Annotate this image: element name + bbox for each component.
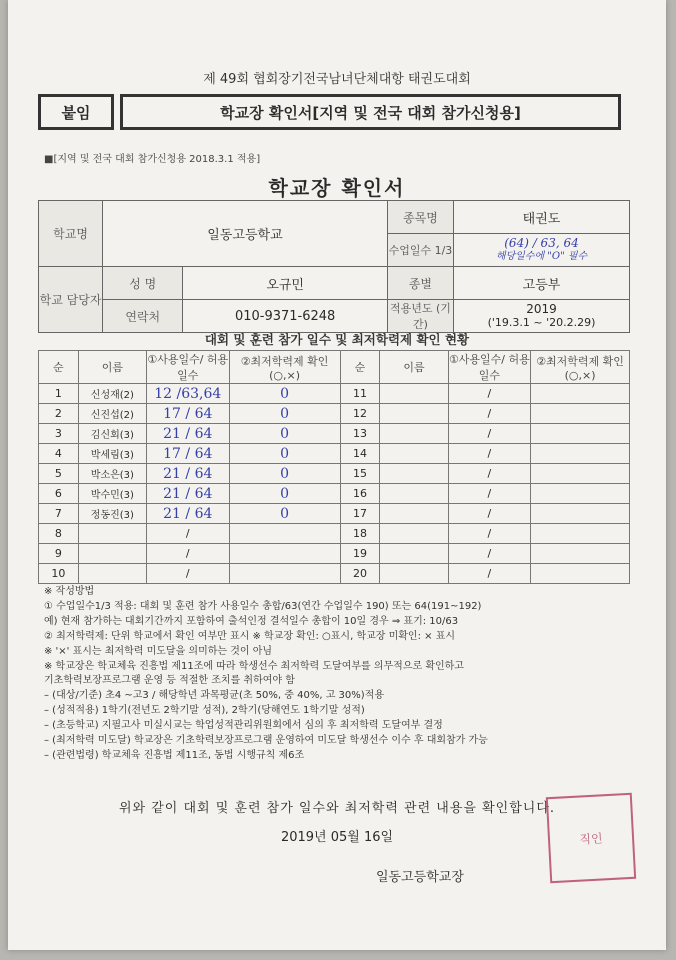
row-number: 3 [39, 424, 79, 444]
student-name [380, 424, 448, 444]
attachment-tag: 붙임 [38, 94, 114, 130]
days-used: 21 / 64 [147, 484, 230, 504]
note-line: – (최저학력 미도달) 학교장은 기초학력보장프로그램 운영하여 미도달 학생선수 이수 후 대회참가 가능 [44, 735, 488, 747]
note-line: – (초등학교) 지필고사 미실시교는 학업성적관리위원회에서 심의 후 최저학력 도달여부 결정 [44, 720, 443, 732]
days-used: / [448, 524, 531, 544]
header-days: ①사용일수/ 허용일수 [448, 351, 531, 384]
academic-check: 0 [229, 424, 340, 444]
note-line: – (성적적용) 1학기(전년도 2학기말 성적), 2학기(당해연도 1학기말 성적) [44, 705, 365, 717]
days-used: 21 / 64 [147, 424, 230, 444]
table-header-row [39, 351, 630, 384]
official-seal: 직인 [546, 793, 636, 883]
academic-check [531, 484, 630, 504]
days-used: / [448, 464, 531, 484]
table-row [39, 424, 630, 444]
table-row [39, 404, 630, 424]
header-no: 순 [340, 351, 380, 384]
document-title: 학교장 확인서 [268, 176, 406, 200]
row-number: 7 [39, 504, 79, 524]
phone-value: 010-9371-6248 [183, 300, 387, 333]
row-number: 6 [39, 484, 79, 504]
phone-label: 연락처 [103, 300, 183, 333]
academic-check [531, 384, 630, 404]
name-label: 성 명 [103, 267, 183, 300]
academic-check [531, 544, 630, 564]
note-line: – (대상/기준) 초4 ~고3 / 해당학년 과목평균(초 50%, 중 40%, 고 30%)적용 [44, 690, 384, 702]
table-row [39, 524, 630, 544]
school-label: 학교명 [39, 201, 103, 267]
note-line: ※ 학교장은 학교체육 진흥법 제11조에 따라 학생선수 최저학력 도달여부를 의무적으로 확인하고 [44, 660, 464, 672]
student-name [380, 524, 448, 544]
header-days: ①사용일수/ 허용일수 [147, 351, 230, 384]
row-number: 15 [340, 464, 380, 484]
sport-label: 종목명 [387, 201, 453, 234]
academic-check: 0 [229, 404, 340, 424]
note-line: – (관련법령) 학교체육 진흥법 제11조, 동법 시행규칙 제6조 [44, 749, 305, 761]
form-title: 학교장 확인서[지역 및 전국 대회 참가신청용] [120, 94, 621, 130]
year-cell [454, 300, 630, 333]
student-name: 김신회(3) [78, 424, 146, 444]
academic-check [531, 524, 630, 544]
note-line: 예) 현재 참가하는 대회기간까지 포함하여 출석인정 결석일수 총합이 10일 경우 ⇒ 표기: 10/63 [44, 615, 459, 627]
academic-check [229, 524, 340, 544]
days-used: 17 / 64 [147, 444, 230, 464]
row-number: 20 [340, 564, 380, 584]
row-number: 12 [340, 404, 380, 424]
academic-check [531, 444, 630, 464]
row-number: 14 [340, 444, 380, 464]
academic-check [229, 544, 340, 564]
days-used: / [448, 404, 531, 424]
category-value: 고등부 [454, 267, 630, 300]
student-name: 정동진(3) [78, 504, 146, 524]
academic-check [531, 564, 630, 584]
days-used: / [147, 544, 230, 564]
class-days-cell [454, 234, 630, 267]
student-name [380, 444, 448, 464]
days-used: / [448, 504, 531, 524]
student-name [380, 544, 448, 564]
table-row [39, 484, 630, 504]
student-name [78, 524, 146, 544]
row-number: 8 [39, 524, 79, 544]
header-check: ②최저학력제 확인(○,×) [531, 351, 630, 384]
table-row [39, 444, 630, 464]
row-number: 4 [39, 444, 79, 464]
header-check: ②최저학력제 확인(○,×) [229, 351, 340, 384]
student-name [380, 504, 448, 524]
issue-date: 2019년 05월 16일 [280, 830, 394, 845]
student-name: 박소은(3) [78, 464, 146, 484]
table-row [39, 464, 630, 484]
student-name [380, 404, 448, 424]
row-number: 10 [39, 564, 79, 584]
academic-check: 0 [229, 484, 340, 504]
contact-name: 오규민 [183, 267, 387, 300]
student-name: 박세림(3) [78, 444, 146, 464]
days-used: 17 / 64 [147, 404, 230, 424]
row-number: 16 [340, 484, 380, 504]
days-used: 21 / 64 [147, 504, 230, 524]
days-used: / [147, 524, 230, 544]
principal-signature: 일동고등학교장 [376, 870, 464, 885]
table-row [39, 504, 630, 524]
student-name [380, 464, 448, 484]
section-title: 대회 및 훈련 참가 일수 및 최저학력제 확인 현황 [204, 332, 470, 347]
header-name: 이름 [78, 351, 146, 384]
table-row [39, 544, 630, 564]
student-name [78, 544, 146, 564]
writing-instructions [44, 585, 488, 764]
row-number: 19 [340, 544, 380, 564]
days-used: / [448, 384, 531, 404]
academic-check [229, 564, 340, 584]
document-page [8, 0, 666, 950]
student-name: 신진섭(2) [78, 404, 146, 424]
note-line: ② 최저학력제: 단위 학교에서 확인 여부만 표시 ※ 학교장 확인: ○표시, 학교장 미확인: × 표시 [44, 630, 456, 642]
academic-check: 0 [229, 504, 340, 524]
days-used: 21 / 64 [147, 464, 230, 484]
contact-person-label: 학교 담당자 [39, 267, 103, 333]
form-subtitle: ■[지역 및 전국 대회 참가신청용 2018.3.1 적용] [44, 154, 261, 165]
academic-check: 0 [229, 384, 340, 404]
school-info-table [38, 200, 630, 333]
academic-check [531, 504, 630, 524]
academic-check [531, 404, 630, 424]
days-used: / [448, 564, 531, 584]
days-used: / [147, 564, 230, 584]
period-value: ('19.3.1 ~ '20.2.29) [487, 316, 596, 329]
confirmation-statement: 위와 같이 대회 및 훈련 참가 일수와 최저학력 관련 내용을 확인합니다. [118, 801, 556, 816]
category-label: 종별 [387, 267, 453, 300]
year-value: 2019 [526, 302, 557, 316]
header-name: 이름 [380, 351, 448, 384]
student-name [380, 384, 448, 404]
student-name [380, 484, 448, 504]
row-number: 2 [39, 404, 79, 424]
year-label: 적용년도 (기간) [387, 300, 453, 333]
academic-check: 0 [229, 444, 340, 464]
row-number: 13 [340, 424, 380, 444]
row-number: 1 [39, 384, 79, 404]
student-name: 박수민(3) [78, 484, 146, 504]
class-days-note: 해당일수에 "O" 필수 [495, 251, 588, 262]
row-number: 5 [39, 464, 79, 484]
header-no: 순 [39, 351, 79, 384]
sport-value: 태권도 [454, 201, 630, 234]
school-name: 일동고등학교 [103, 201, 388, 267]
note-line: ※ '×' 표시는 최저학력 미도달을 의미하는 것이 아님 [44, 645, 273, 657]
table-row [39, 564, 630, 584]
row-number: 18 [340, 524, 380, 544]
academic-check [531, 464, 630, 484]
class-days-value: (64) / 63, 64 [504, 236, 579, 250]
note-line: ① 수업일수1/3 적용: 대회 및 훈련 참가 사용일수 총합/63(연간 수업일수 190) 또는 64(191~192) [44, 600, 482, 612]
student-name [78, 564, 146, 584]
event-header: 제 49회 협회장기전국남녀단체대항 태권도대회 [203, 72, 471, 87]
academic-check [531, 424, 630, 444]
row-number: 17 [340, 504, 380, 524]
days-used: 12 /63,64 [147, 384, 230, 404]
row-number: 11 [340, 384, 380, 404]
days-used: / [448, 424, 531, 444]
student-name [380, 564, 448, 584]
participation-table [38, 350, 630, 584]
note-line: 기초학력보장프로그램 운영 등 적절한 조치를 취하여야 함 [44, 675, 295, 687]
table-row [39, 384, 630, 404]
days-used: / [448, 484, 531, 504]
days-used: / [448, 444, 531, 464]
row-number: 9 [39, 544, 79, 564]
class-days-label: 수업일수 1/3 [387, 234, 453, 267]
note-line: ※ 작성방법 [44, 586, 95, 597]
days-used: / [448, 544, 531, 564]
student-name: 신성재(2) [78, 384, 146, 404]
academic-check: 0 [229, 464, 340, 484]
